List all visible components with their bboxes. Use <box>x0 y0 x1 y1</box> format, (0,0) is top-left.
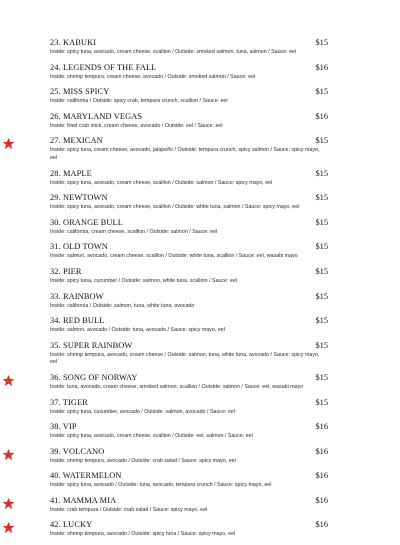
menu-item <box>0 341 400 367</box>
item-price: $15 <box>315 168 328 178</box>
item-description: Inside: spicy tuna, avocado, cream cheese, scallion / Outside: white tuna, salmon / Sauce: spicy mayo, eel <box>50 204 300 211</box>
item-price: $16 <box>315 495 328 505</box>
item-title: 38. VIP <box>50 422 77 432</box>
menu-item <box>0 373 400 392</box>
item-price: $16 <box>315 111 328 121</box>
item-description: Inside: shrimp tempura, avocado / Outside: crab salad / Sauce: spicy mayo, eel <box>50 457 236 464</box>
item-description: Inside: crab tempura / Outside: crab salad / Sauce: spicy mayo, eel <box>50 506 208 513</box>
menu-item <box>0 422 400 441</box>
menu-item <box>0 316 400 335</box>
item-description: Inside: salmon, avocado, cream cheese, scallion / Outside: white tuna, scallion / Sauce: eel, wasabi mayo <box>50 253 298 260</box>
item-title: 33. RAINBOW <box>50 291 104 301</box>
menu-item <box>0 193 400 212</box>
star-icon <box>2 137 15 150</box>
menu-item <box>0 169 400 188</box>
menu-item <box>0 218 400 237</box>
item-description: Inside: spicy tuna, avocado, cream cheese, scallion / Outside: salmon / Sauce: spicy mayo, eel <box>50 179 273 186</box>
menu-list <box>0 38 400 545</box>
item-description: Inside: tuna, avocado, cream cheese, smoked salmon, scallion / Outside: salmon / Sauce: eel, wasabi mayo <box>50 383 304 390</box>
item-description: Inside: spicy tuna, cream cheese, avocado, jalapeño / Outside: tempura crunch, spicy salmon / Sauce: spicy mayo, eel <box>50 147 320 161</box>
item-title: 37. TIGER <box>50 397 88 407</box>
star-icon <box>2 521 15 534</box>
item-price: $15 <box>315 217 328 227</box>
item-description: Inside: california / Outside: spicy crab, tempura crunch, scallion / Sauce: eel <box>50 98 228 105</box>
item-description: Inside: shrimp tempura, cream cheese, avocado / Outside: smoked salmon / Sauce: eel <box>50 73 256 80</box>
item-title: 29. NEWTOWN <box>50 193 108 203</box>
item-title: 42. LUCKY <box>50 520 93 530</box>
item-price: $16 <box>315 422 328 432</box>
item-price: $16 <box>315 62 328 72</box>
item-description: Inside: spicy tuna, cucumber, avocado / Outside: salmon, avocado / Sauce: eel <box>50 408 235 415</box>
item-price: $15 <box>315 136 328 146</box>
item-title: 25. MISS SPICY <box>50 87 110 97</box>
menu-item <box>0 242 400 261</box>
item-title: 28. MAPLE <box>50 168 92 178</box>
item-price: $15 <box>315 38 328 47</box>
star-icon <box>2 497 15 510</box>
star-icon <box>2 448 15 461</box>
item-title: 31. OLD TOWN <box>50 242 108 252</box>
item-description: Inside: spicy tuna, avocado, cream cheese, scallion / Outside: smoked salmon, tuna, salmon / Sauce: eel <box>50 49 297 55</box>
item-title: 30. ORANGE BULL <box>50 217 123 227</box>
item-price: $15 <box>315 340 328 350</box>
item-description: Inside: spicy tuna, avocado / Outside: tuna, avocado, tempura crunch / Sauce: spicy mayo, eel <box>50 482 272 489</box>
item-title: 39. VOLCANO <box>50 446 105 456</box>
item-price: $15 <box>315 397 328 407</box>
item-description: Inside: spicy tuna, cucumber / Outside: salmon, white tuna, scallion / Sauce: eel <box>50 277 237 284</box>
menu-item <box>0 292 400 311</box>
menu-item <box>0 87 400 106</box>
item-description: Inside: california / Outside: salmon, tuna, white tuna, avocado <box>50 302 195 309</box>
menu-item <box>0 447 400 466</box>
item-price: $15 <box>315 193 328 203</box>
item-price: $15 <box>315 316 328 326</box>
item-title: 26. MARYLAND VEGAS <box>50 111 143 121</box>
item-title: 23. KABUKI <box>50 38 97 47</box>
item-title: 34. RED BULL <box>50 316 105 326</box>
menu-item <box>0 63 400 82</box>
menu-item <box>0 112 400 131</box>
item-description: Inside: california, cream cheese, scallion / Outside: salmon / Sauce: eel <box>50 228 218 235</box>
item-price: $16 <box>315 520 328 530</box>
item-title: 40. WATERMELON <box>50 471 122 481</box>
item-description: Inside: fried crab stick, cream cheese, avocado / Outside: eel / Sauce: eel <box>50 122 223 129</box>
item-price: $15 <box>315 242 328 252</box>
item-description: Inside: salmon, avocado / Outside: tuna, avocado / Sauce: spicy mayo, eel <box>50 327 225 334</box>
item-title: 35. SUPER RAINBOW <box>50 340 133 350</box>
menu-item <box>0 520 400 539</box>
menu-item <box>0 496 400 515</box>
item-price: $15 <box>315 266 328 276</box>
item-price: $16 <box>315 471 328 481</box>
item-description: Inside: shrimp tempura, avocado / Outside: spicy tuna / Sauce: spicy mayo, eel <box>50 531 236 538</box>
menu-item <box>0 136 400 162</box>
menu-item <box>0 471 400 490</box>
item-title: 24. LEGENDS OF THE FALL <box>50 62 157 72</box>
menu-item <box>0 38 400 57</box>
item-title: 27. MEXICAN <box>50 136 103 146</box>
star-icon <box>2 374 15 387</box>
item-price: $16 <box>315 446 328 456</box>
item-description: Inside: shrimp tempura, avocado, cream cheese / Outside: salmon, tuna, white tuna, avocado / Sauce: spicy mayo, eel <box>50 351 320 366</box>
item-title: 32. PIER <box>50 266 82 276</box>
item-title: 41. MAMMA MIA <box>50 495 117 505</box>
item-title: 36. SONG OF NORWAY <box>50 372 138 382</box>
item-price: $15 <box>315 87 328 97</box>
menu-item <box>0 267 400 286</box>
item-price: $15 <box>315 291 328 301</box>
menu-item <box>0 398 400 417</box>
item-price: $15 <box>315 372 328 382</box>
item-description: Inside: spicy tuna, avocado, cream cheese, scallion / Outside: eel, salmon / Sauce: eel <box>50 433 253 440</box>
